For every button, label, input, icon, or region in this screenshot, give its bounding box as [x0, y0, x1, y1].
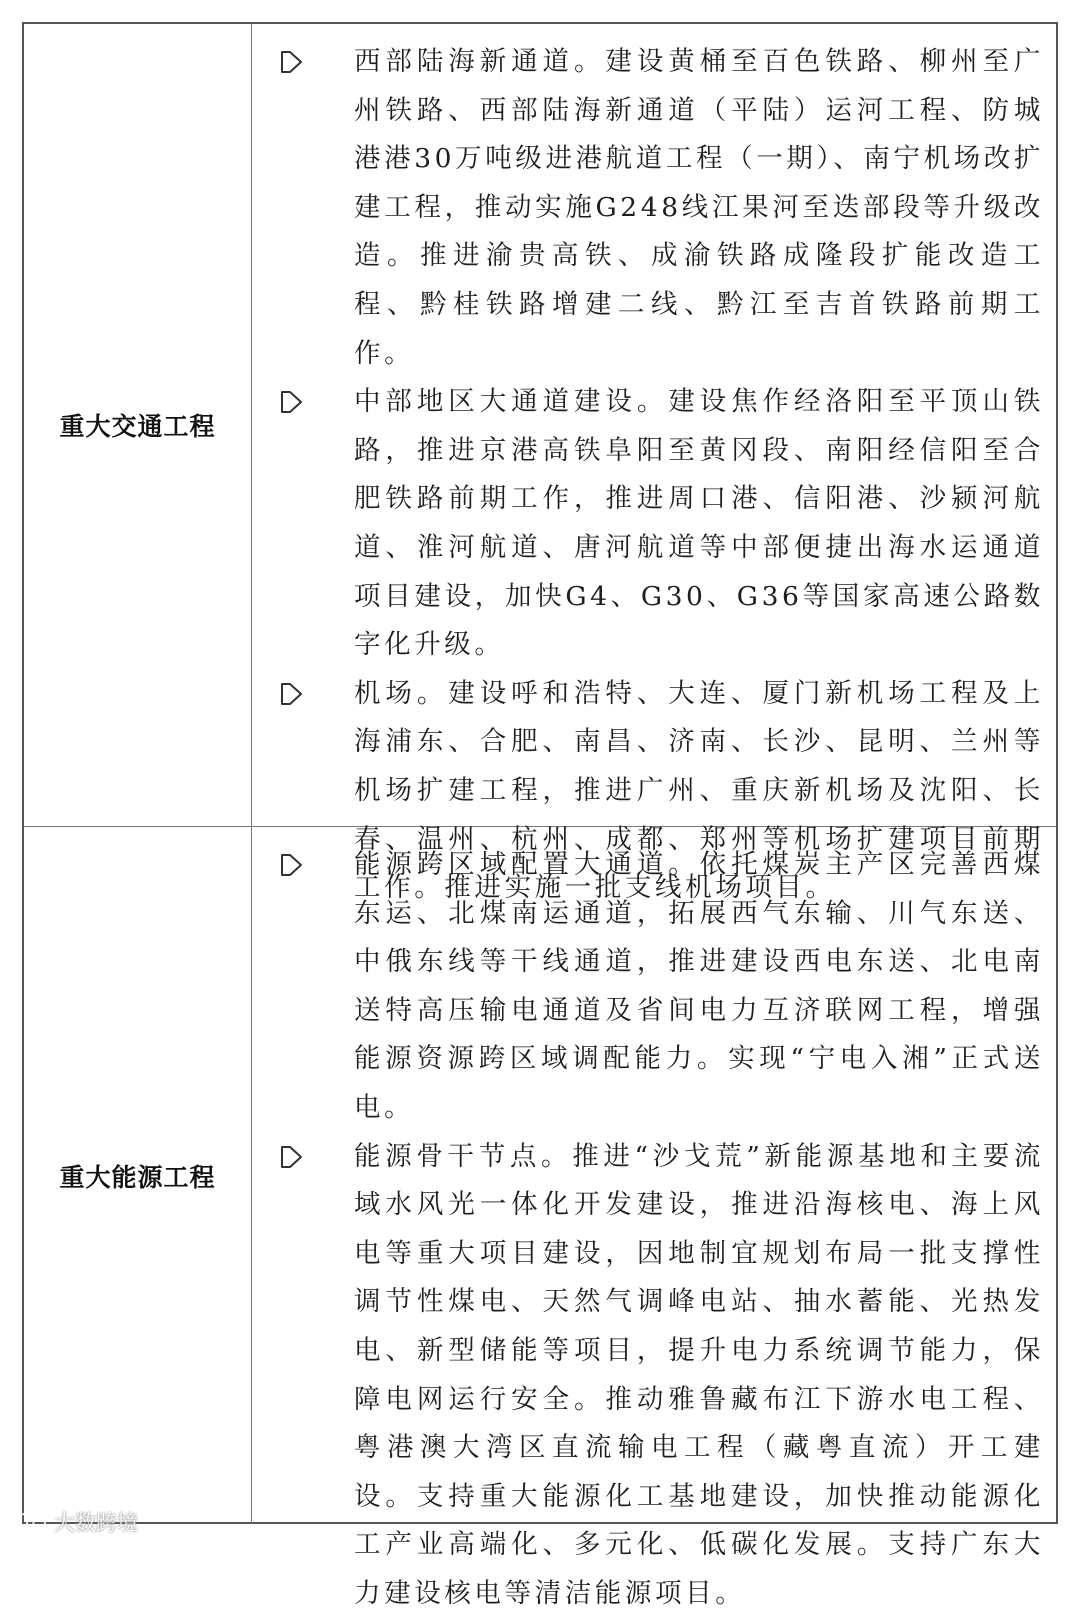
list-item-text: 西部陆海新通道。建设黄桶至百色铁路、柳州至广州铁路、西部陆海新通道（平陆）运河工程、防城港港30万吨级进港航道工程（一期）、南宁机场改扩建工程，推动实施G248线江果河至迭部段等升级改造。推进渝贵高铁、成渝铁路成隆段扩能改造工程、黔桂铁路增建二线、黔江至吉首铁路前期工作。 — [354, 46, 1044, 369]
arrow-bullet-icon — [276, 679, 306, 709]
arrow-bullet-icon — [276, 387, 306, 417]
row-content-cell — [252, 827, 1056, 1609]
arrow-bullet-icon — [276, 47, 306, 77]
row-label-cell — [24, 827, 252, 1524]
row-label: 重大交通工程 — [59, 412, 216, 441]
list-item — [276, 841, 1044, 1133]
row-label-cell — [24, 24, 252, 826]
watermark-text: 大数跨境 — [54, 1511, 138, 1535]
content-table — [22, 22, 1058, 1609]
list-item — [276, 38, 1044, 378]
list-item — [276, 378, 1044, 670]
watermark — [14, 1507, 138, 1537]
table-row-transport — [24, 24, 1056, 904]
arrow-bullet-icon — [276, 850, 306, 880]
arrow-bullet-icon — [276, 1142, 306, 1172]
row-content-cell — [252, 24, 1056, 904]
list-item-text: 能源骨干节点。推进“沙戈荒”新能源基地和主要流域水风光一体化开发建设，推进沿海核电、海上风电等重大项目建设，因地制宜规划布局一批支撑性调节性煤电、天然气调峰电站、抽水蓄能、光热发电、新型储能等项目，提升电力系统调节能力，保障电网运行安全。推动雅鲁藏布江下游水电工程、粤港澳大湾区直流输电工程（藏粤直流）开工建设。支持重大能源化工基地建设，加快推动能源化工产业高端化、多元化、低碳化发展。支持广东大力建设核电等清洁能源项目。 — [354, 1140, 1044, 1609]
list-item-text: 中部地区大通道建设。建设焦作经洛阳至平顶山铁路，推进京港高铁阜阳至黄冈段、南阳经信阳至合肥铁路前期工作，推进周口港、信阳港、沙颍河航道、淮河航道、唐河航道等中部便捷出海水运通道项目建设，加快G4、G30、G36等国家高速公路数字化升级。 — [354, 386, 1044, 661]
list-item-text: 能源跨区域配置大通道。依托煤炭主产区完善西煤东运、北煤南运通道，拓展西气东输、川气东送、中俄东线等干线通道，推进建设西电东送、北电南送特高压输电通道及省间电力互济联网工程，增强能源资源跨区域调配能力。实现“宁电入湘”正式送电。 — [354, 849, 1044, 1123]
table-row-energy — [24, 827, 1056, 1609]
list-item-text: 机场。建设呼和浩特、大连、厦门新机场工程及上海浦东、合肥、南昌、济南、长沙、昆明、兰州等机场扩建工程，推进广州、重庆新机场及沈阳、长春、温州、杭州、成都、郑州等机场扩建项目前期工作。推进实施一批支线机场项目。 — [354, 677, 1044, 904]
row-label: 重大能源工程 — [59, 1162, 216, 1192]
list-item — [276, 1133, 1044, 1619]
chat-bubble-icon — [14, 1511, 48, 1533]
